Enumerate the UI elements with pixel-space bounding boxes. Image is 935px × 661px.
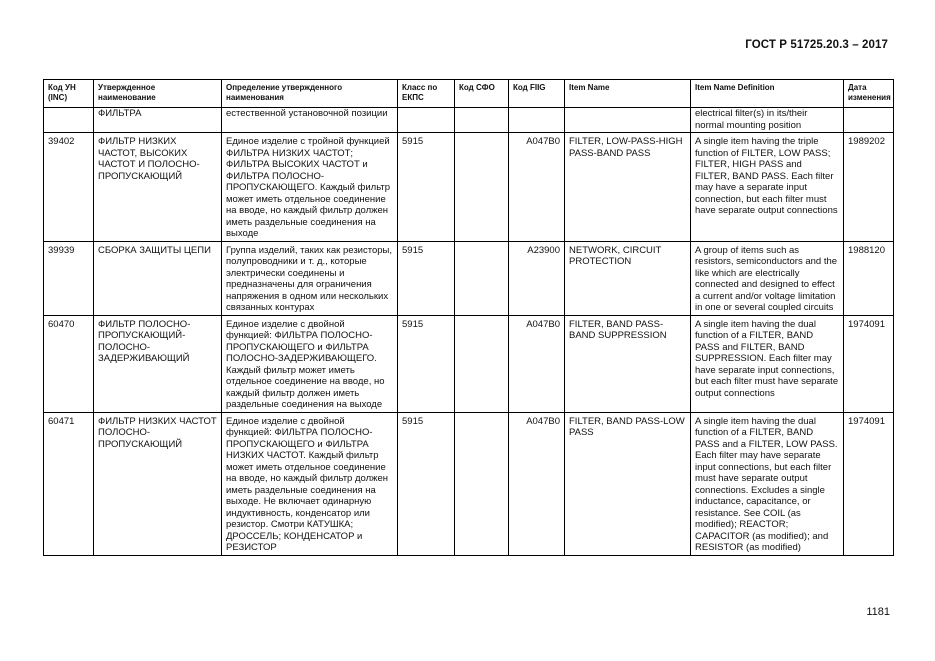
column-header-definition: Определение утвержденного наименования [222, 80, 398, 108]
cell-sfo [455, 241, 509, 315]
cell-inc: 60471 [44, 412, 94, 555]
cell-name: ФИЛЬТР НИЗКИХ ЧАСТОТ, ВЫСОКИХ ЧАСТОТ И ПОЛОСНО-ПРОПУСКАЮЩИЙ [94, 133, 222, 242]
column-header-date: Дата изменения [844, 80, 894, 108]
cell-sfo [455, 133, 509, 242]
cell-definition: Единое изделие с двойной функцией: ФИЛЬТРА ПОЛОСНО-ПРОПУСКАЮЩЕГО и ФИЛЬТРА ПОЛОСНО-ЗАДЕРЖИВАЮЩЕГО. Каждый фильтр может иметь отдельное соединение на вводе, но каждый фильтр должен иметь раздельные соединения на выходе [222, 315, 398, 412]
cell-item-definition: electrical filter(s) in its/their normal mounting position [691, 108, 844, 133]
cell-item-name [565, 108, 691, 133]
cell-inc: 60470 [44, 315, 94, 412]
cell-name: ФИЛЬТРА [94, 108, 222, 133]
cell-date: 1974091 [844, 412, 894, 555]
cell-item-name: FILTER, LOW-PASS-HIGH PASS-BAND PASS [565, 133, 691, 242]
table-header-row [44, 80, 894, 108]
cell-item-name: NETWORK, CIRCUIT PROTECTION [565, 241, 691, 315]
table-row-continuation [44, 108, 894, 133]
cell-item-name: FILTER, BAND PASS-LOW PASS [565, 412, 691, 555]
cell-class: 5915 [398, 412, 455, 555]
cell-sfo [455, 315, 509, 412]
cell-fiig: A23900 [509, 241, 565, 315]
cell-class: 5915 [398, 241, 455, 315]
cell-item-name: FILTER, BAND PASS-BAND SUPPRESSION [565, 315, 691, 412]
cell-definition: Единое изделие с двойной функцией: ФИЛЬТРА ПОЛОСНО-ПРОПУСКАЮЩЕГО и ФИЛЬТРА НИЗКИХ ЧАСТОТ. Каждый фильтр может иметь отдельное соединение на вводе, но каждый фильтр должен иметь раздельные соединения на выходе. Не включает одинарную индуктивность, конденсатор или резистор. Смотри КАТУШКА; ДРОССЕЛЬ; КОНДЕНСАТОР и РЕЗИСТОР [222, 412, 398, 555]
cell-item-definition: A group of items such as resistors, semiconductors and the like which are electrically connected and designed to effect a current and/or voltage limitation in one or several coupled circuits [691, 241, 844, 315]
cell-sfo [455, 108, 509, 133]
cell-fiig: A047B0 [509, 315, 565, 412]
table-row [44, 133, 894, 242]
cell-inc: 39939 [44, 241, 94, 315]
column-header-fiig: Код FIIG [509, 80, 565, 108]
column-header-inc: Код УН (INC) [44, 80, 94, 108]
cell-inc: 39402 [44, 133, 94, 242]
cell-fiig: A047B0 [509, 133, 565, 242]
catalog-table [43, 79, 894, 556]
column-header-class: Класс по ЕКПС [398, 80, 455, 108]
table-row [44, 315, 894, 412]
column-header-approved-name: Утвержденное наименование [94, 80, 222, 108]
cell-date [844, 108, 894, 133]
table-row [44, 241, 894, 315]
cell-definition: Группа изделий, таких как резисторы, полупроводники и т. д., которые электрически соединены и предназначены для ограничения напряжения в одном или нескольких связанных контурах [222, 241, 398, 315]
cell-date: 1989202 [844, 133, 894, 242]
column-header-sfo: Код СФО [455, 80, 509, 108]
table-row [44, 412, 894, 555]
cell-name: СБОРКА ЗАЩИТЫ ЦЕПИ [94, 241, 222, 315]
cell-class: 5915 [398, 133, 455, 242]
cell-class [398, 108, 455, 133]
page-number: 1181 [866, 606, 890, 618]
cell-fiig: A047B0 [509, 412, 565, 555]
cell-item-definition: A single item having the triple function of FILTER, LOW PASS; FILTER, HIGH PASS and FILTER, BAND PASS. Each filter may have a separate input connection, but each filter must have separate output connections [691, 133, 844, 242]
cell-name: ФИЛЬТР НИЗКИХ ЧАСТОТ ПОЛОСНО-ПРОПУСКАЮЩИЙ [94, 412, 222, 555]
cell-date: 1988120 [844, 241, 894, 315]
column-header-item-definition: Item Name Definition [691, 80, 844, 108]
cell-sfo [455, 412, 509, 555]
column-header-item-name: Item Name [565, 80, 691, 108]
cell-item-definition: A single item having the dual function of a FILTER, BAND PASS and FILTER, BAND SUPPRESSION. Each filter may have separate input connections, but each filter must have separate output connections [691, 315, 844, 412]
cell-inc [44, 108, 94, 133]
cell-definition: естественной установочной позиции [222, 108, 398, 133]
cell-date: 1974091 [844, 315, 894, 412]
cell-item-definition: A single item having the dual function of a FILTER, BAND PASS and a FILTER, LOW PASS. Each filter may have separate input connections, but each filter must have separate output connections. Excludes a single inductance, capacitance, or resistance. See COIL (as modified); REACTOR; CAPACITOR (as modified); and RESISTOR (as modified) [691, 412, 844, 555]
cell-definition: Единое изделие с тройной функцией ФИЛЬТРА НИЗКИХ ЧАСТОТ; ФИЛЬТРА ВЫСОКИХ ЧАСТОТ и ФИЛЬТРА ПОЛОСНО-ПРОПУСКАЮЩЕГО. Каждый фильтр может иметь отдельное соединение на вводе, но каждый фильтр должен иметь раздельные соединения на выходе [222, 133, 398, 242]
document-standard-header: ГОСТ Р 51725.20.3 – 2017 [745, 39, 888, 51]
cell-name: ФИЛЬТР ПОЛОСНО-ПРОПУСКАЮЩИЙ-ПОЛОСНО-ЗАДЕРЖИВАЮЩИЙ [94, 315, 222, 412]
cell-fiig [509, 108, 565, 133]
cell-class: 5915 [398, 315, 455, 412]
